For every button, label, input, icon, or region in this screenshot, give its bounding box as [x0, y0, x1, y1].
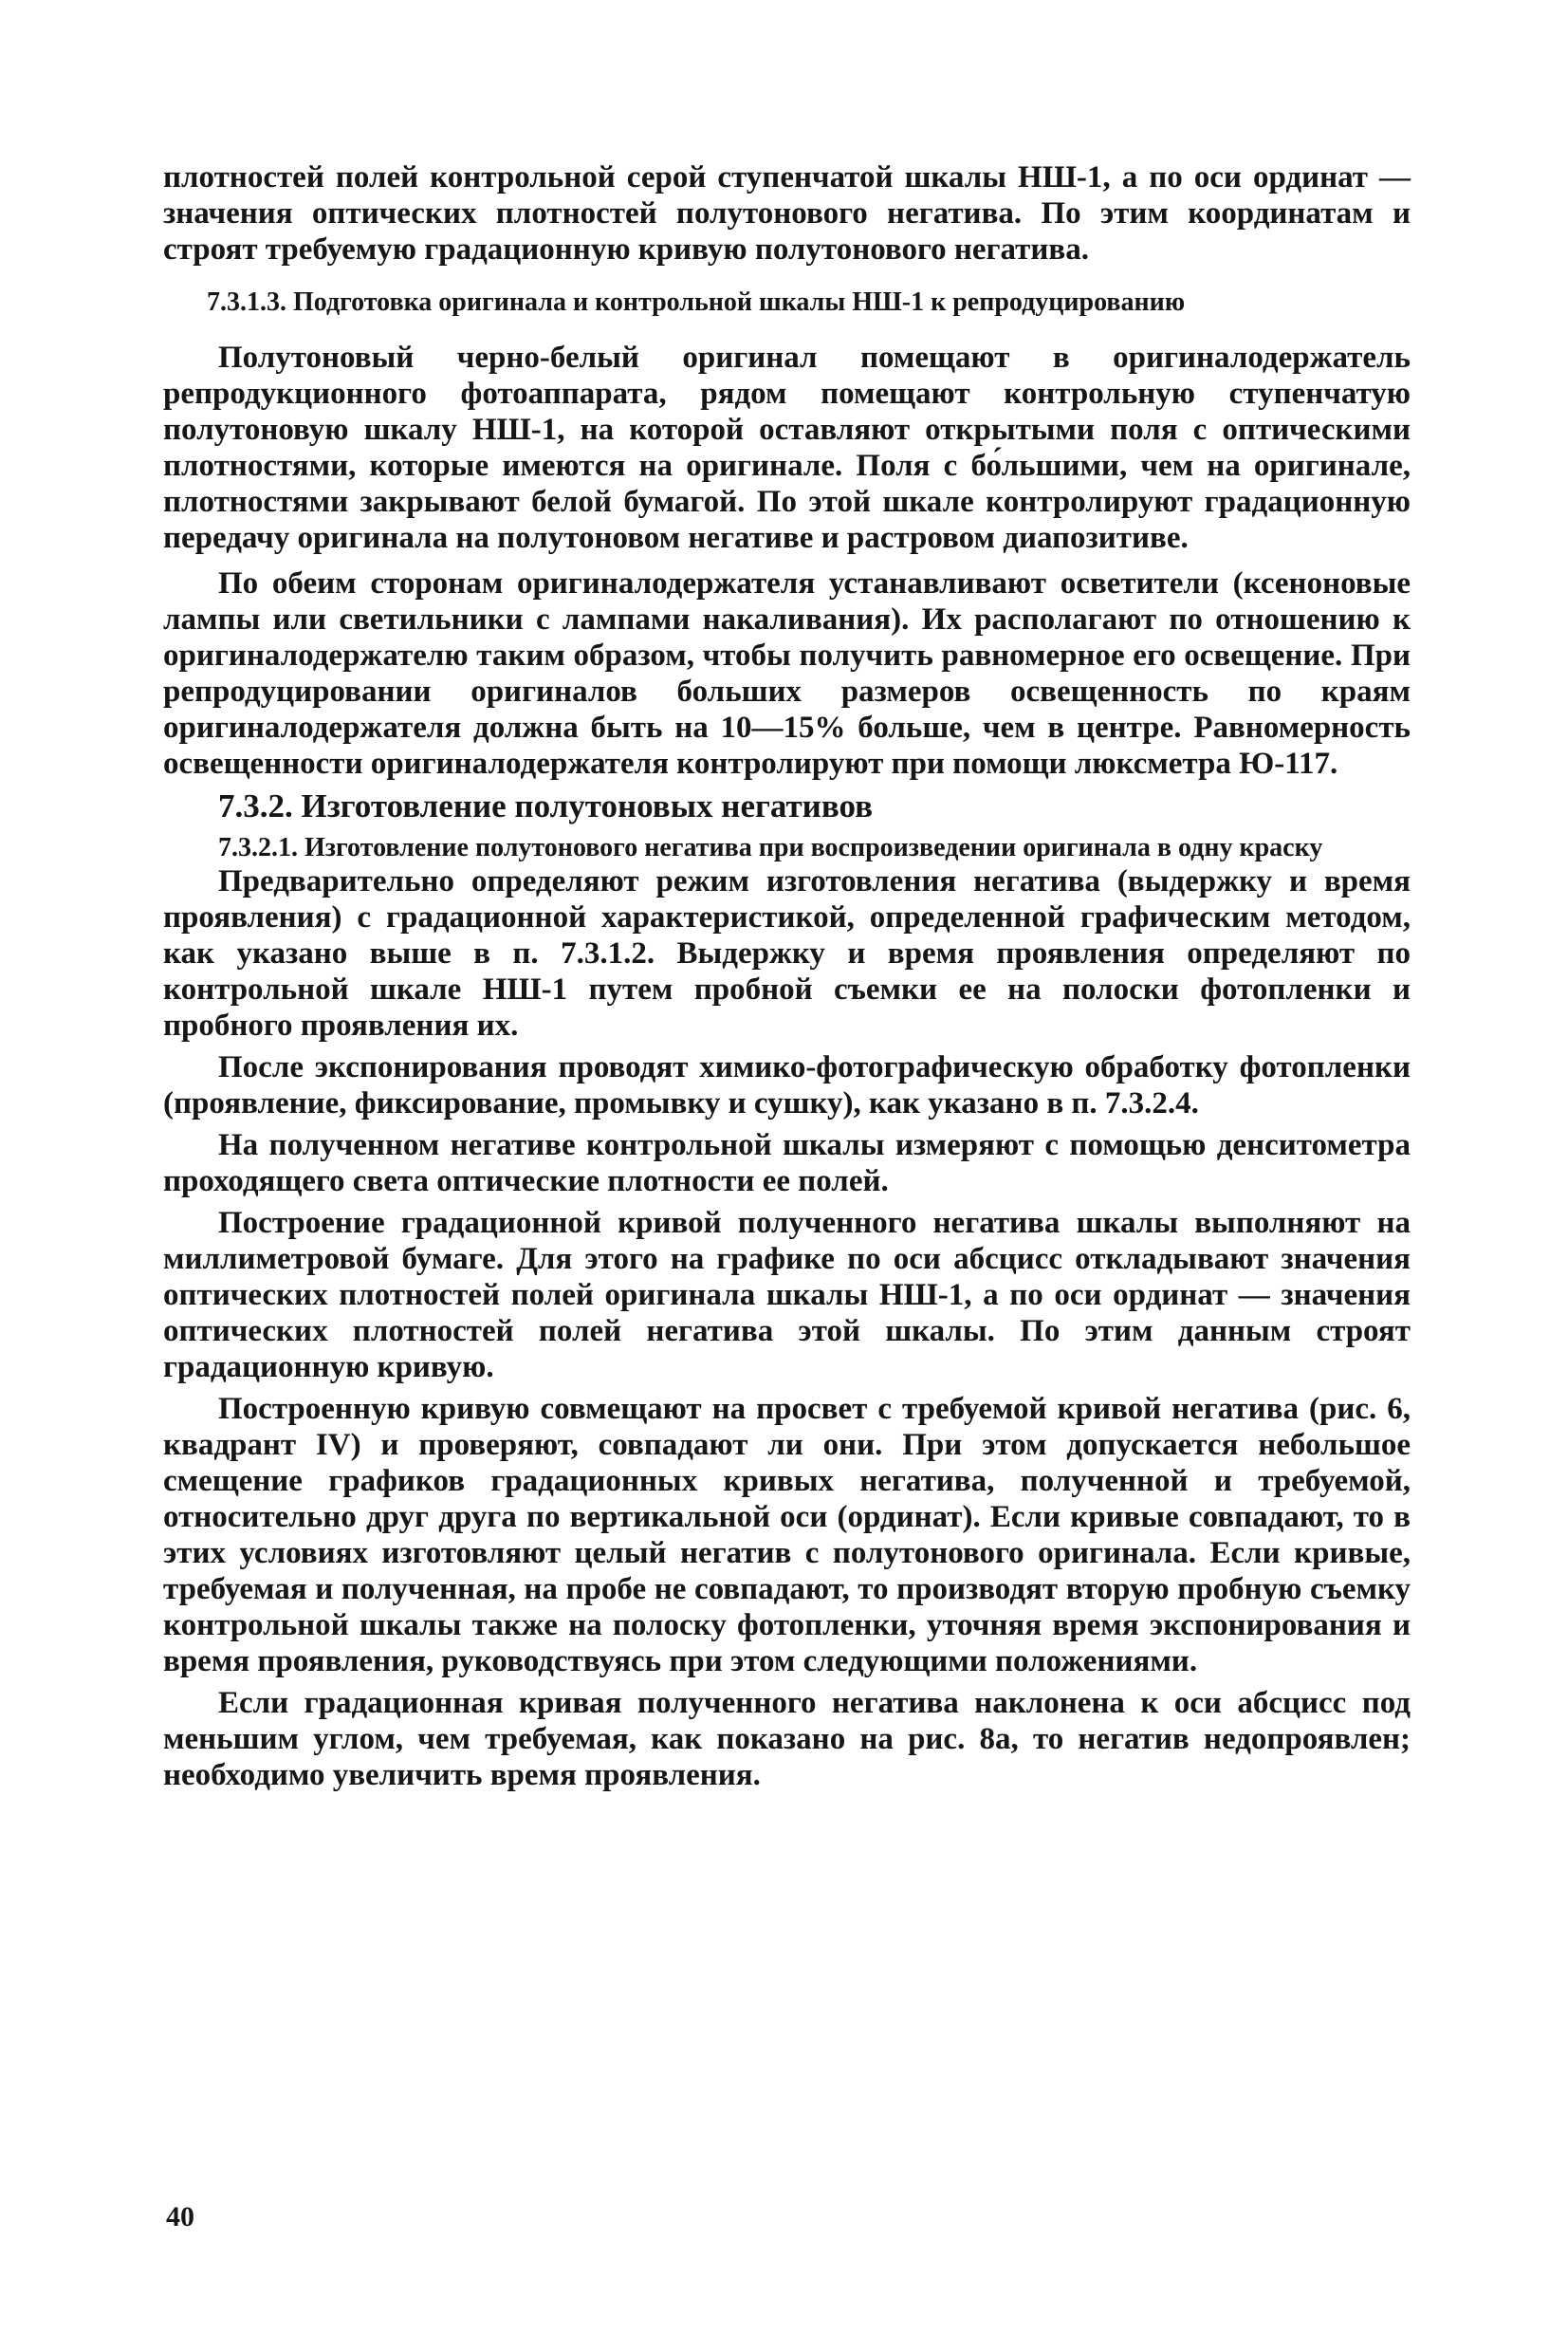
paragraph-curve-construction: Построение градационной кривой полученного негатива шкалы выполняют на миллиметровой бумаге. Для этого на графике по оси абсцисс откладывают значения оптических плотностей полей оригинала шкалы НШ-1, а по оси ординат — значения оптических плотностей полей негатива этой шкалы. По этим данным строят градационную кривую.: [163, 1206, 1411, 1384]
heading-7-3-1-3: 7.3.1.3. Подготовка оригинала и контрольной шкалы НШ-1 к репродуцированию: [207, 287, 1186, 317]
paragraph-intro: плотностей полей контрольной серой ступенчатой шкалы НШ-1, а по оси ординат — значения оптических плотностей полутонового негатива. По этим координатам и строят требуемую градационную кривую полутонового негатива.: [163, 160, 1411, 267]
heading-7-3-2: 7.3.2. Изготовление полутоновых негативов: [218, 787, 874, 824]
paragraph-lighting: По обеим сторонам оригиналодержателя устанавливают осветители (ксеноновые лампы или светильники с лампами накаливания). Их располагают по отношению к оригиналодержателю таким образом, чтобы получить равномерное его освещение. При репродуцировании оригиналов больших размеров освещенность по краям оригиналодержателя должна быть на 10—15% больше, чем в центре. Равномерность освещенности оригиналодержателя контролируют при помощи люксметра Ю-117.: [163, 566, 1411, 781]
paragraph-original-placement: Полутоновый черно-белый оригинал помещают в оригиналодержатель репродукционного фотоаппарата, рядом помещают контрольную ступенчатую полутоновую шкалу НШ-1, на которой оставляют открытыми поля с оптическими плотностями, которые имеются на оригинале. Поля с бо́льшими, чем на оригинале, плотностями закрывают белой бумагой. По этой шкале контролируют градационную передачу оригинала на полутоновом негативе и растровом диапозитиве.: [163, 341, 1411, 555]
page-body: [163, 159, 1411, 1793]
paragraph-underdeveloped: Если градационная кривая полученного негатива наклонена к оси абсцисс под меньшим углом, чем требуемая, как показано на рис. 8а, то негатив недопроявлен; необходимо увеличить время проявления.: [163, 1686, 1411, 1792]
paragraph-densitometer: На полученном негативе контрольной шкалы измеряют с помощью денситометра проходящего света оптические плотности ее полей.: [163, 1128, 1411, 1198]
heading-7-3-2-1: 7.3.2.1. Изготовление полутонового негатива при воспроизведении оригинала в одну краску: [218, 833, 1323, 862]
paragraph-exposure-mode: Предварительно определяют режим изготовления негатива (выдержку и время проявления) с градационной характеристикой, определенной графическим методом, как указано выше в п. 7.3.1.2. Выдержку и время проявления определяют по контрольной шкале НШ-1 путем пробной съемки ее на полоски фотопленки и пробного проявления их.: [163, 864, 1411, 1043]
paragraph-processing: После экспонирования проводят химико-фотографическую обработку фотопленки (проявление, фиксирование, промывку и сушку), как указано в п. 7.3.2.4.: [163, 1050, 1411, 1120]
paragraph-curve-comparison: Построенную кривую совмещают на просвет с требуемой кривой негатива (рис. 6, квадрант IV) и проверяют, совпадают ли они. При этом допускается небольшое смещение графиков градационных кривых негатива, полученной и требуемой, относительно друг друга по вертикальной оси (ординат). Если кривые совпадают, то в этих условиях изготовляют целый негатив с полутонового оригинала. Если кривые, требуемая и полученная, на пробе не совпадают, то производят вторую пробную съемку контрольной шкалы также на полоску фотопленки, уточняя время экспонирования и время проявления, руководствуясь при этом следующими положениями.: [163, 1392, 1411, 1678]
page-number: 40: [166, 2201, 194, 2232]
